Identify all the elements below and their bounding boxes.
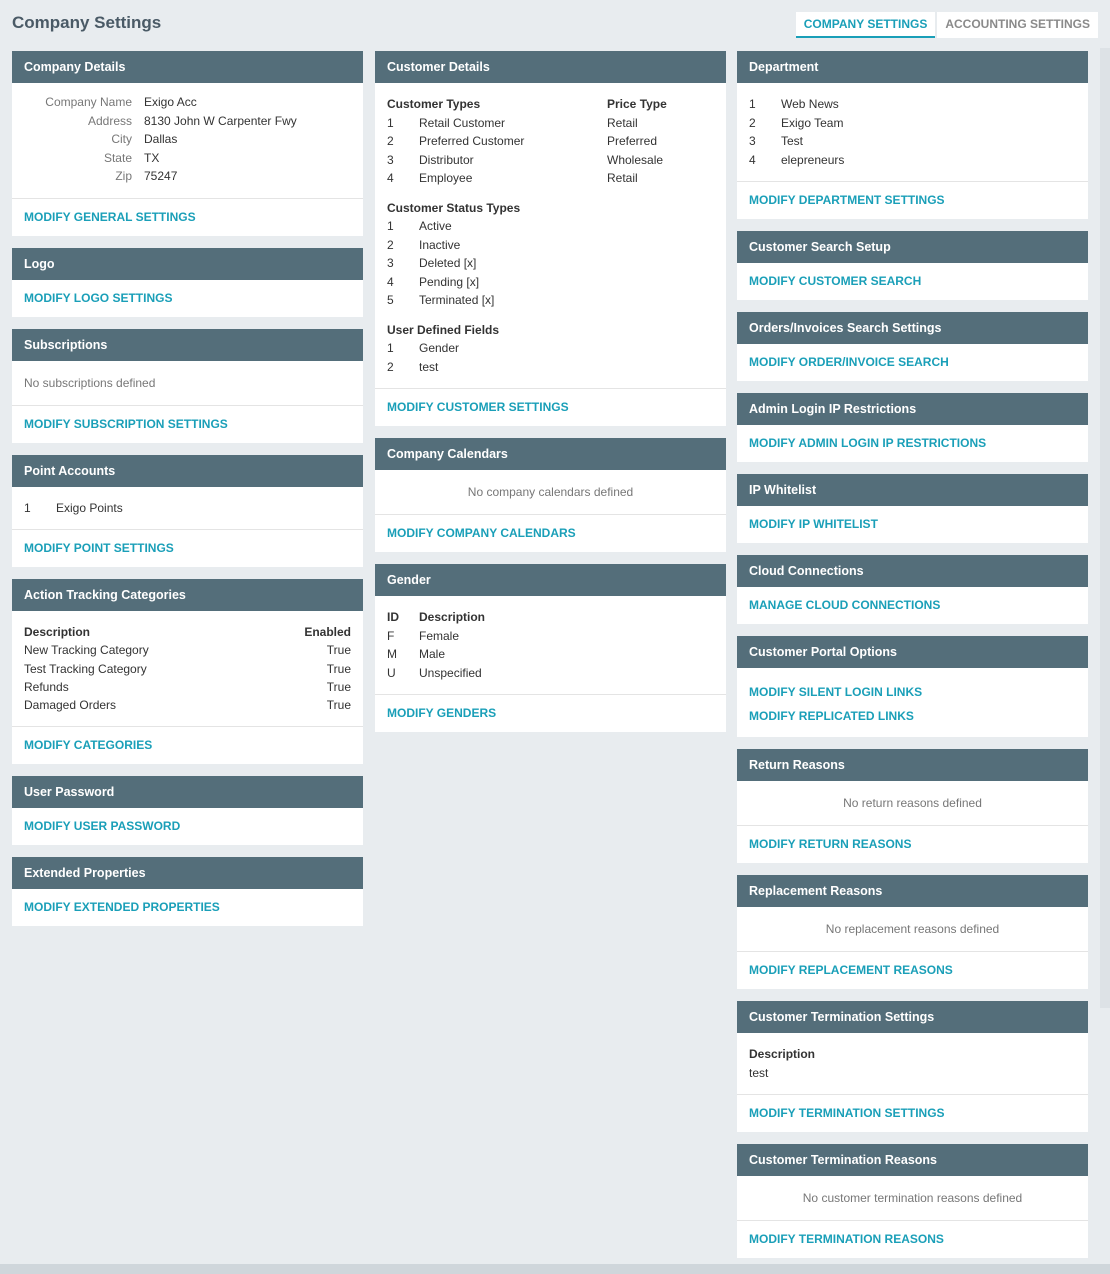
panel-footer bbox=[737, 587, 1088, 624]
list-item bbox=[387, 169, 607, 188]
panel-footer bbox=[737, 344, 1088, 381]
item-number: 5 bbox=[387, 293, 394, 307]
replacement-reasons-body bbox=[737, 907, 1088, 952]
page-title: Company Settings bbox=[12, 13, 162, 32]
row-enabled: True bbox=[326, 661, 351, 676]
modify-silent-login-links-link[interactable]: MODIFY SILENT LOGIN LINKS bbox=[749, 685, 923, 699]
item-number: 4 bbox=[749, 152, 756, 167]
item-number: 2 bbox=[387, 237, 394, 252]
field-company-name bbox=[24, 93, 351, 112]
list-item bbox=[24, 499, 351, 518]
empty-message: No replacement reasons defined bbox=[825, 922, 1000, 936]
field-label: Zip bbox=[115, 169, 132, 183]
modify-return-reasons-link[interactable]: MODIFY RETURN REASONS bbox=[749, 837, 912, 851]
panel-title: Customer Search Setup bbox=[737, 231, 1088, 263]
panel-title: Subscriptions bbox=[12, 329, 363, 361]
item-name: Active bbox=[419, 219, 452, 233]
panel-title: Orders/Invoices Search Settings bbox=[737, 312, 1088, 344]
modify-admin-ip-restrictions-link[interactable]: MODIFY ADMIN LOGIN IP RESTRICTIONS bbox=[749, 436, 987, 450]
customer-types-section bbox=[387, 95, 714, 188]
modify-genders-link[interactable]: MODIFY GENDERS bbox=[387, 706, 497, 720]
admin-ip-panel bbox=[737, 393, 1088, 462]
panel-title: IP Whitelist bbox=[737, 474, 1088, 506]
gender-panel bbox=[375, 564, 726, 732]
list-item bbox=[387, 273, 714, 292]
row-enabled: True bbox=[326, 643, 351, 658]
column-left bbox=[12, 51, 363, 938]
table-row bbox=[387, 645, 714, 664]
item-name: test bbox=[419, 359, 439, 374]
item-name: Web News bbox=[781, 97, 839, 111]
field-label: Address bbox=[87, 113, 132, 128]
panel-footer bbox=[12, 727, 363, 764]
panel-title: Admin Login IP Restrictions bbox=[737, 393, 1088, 425]
panel-footer bbox=[12, 199, 363, 236]
manage-cloud-connections-link[interactable]: MANAGE CLOUD CONNECTIONS bbox=[749, 598, 941, 612]
row-description: Test Tracking Category bbox=[24, 661, 147, 676]
item-number: 4 bbox=[387, 274, 394, 289]
termination-settings-panel bbox=[737, 1001, 1088, 1132]
field-city bbox=[24, 130, 351, 149]
item-name: Test bbox=[781, 134, 804, 148]
panel-title: Customer Portal Options bbox=[737, 636, 1088, 668]
ip-whitelist-panel bbox=[737, 474, 1088, 543]
replacement-reasons-panel bbox=[737, 875, 1088, 989]
modify-extended-properties-link[interactable]: MODIFY EXTENDED PROPERTIES bbox=[24, 900, 220, 915]
field-label: State bbox=[103, 150, 132, 165]
modify-subscription-settings-link[interactable]: MODIFY SUBSCRIPTION SETTINGS bbox=[24, 416, 228, 431]
modify-general-settings-link[interactable]: MODIFY GENERAL SETTINGS bbox=[24, 209, 196, 224]
modify-user-password-link[interactable]: MODIFY USER PASSWORD bbox=[24, 819, 181, 834]
panel-title: Department bbox=[737, 51, 1088, 83]
item-number: 1 bbox=[387, 341, 394, 355]
item-number: 1 bbox=[749, 97, 756, 111]
item-number: 1 bbox=[387, 115, 394, 130]
field-value: Exigo Acc bbox=[144, 95, 197, 109]
panel-title: Customer Details bbox=[375, 51, 726, 83]
logo-panel bbox=[12, 248, 363, 317]
panel-footer bbox=[737, 1221, 1088, 1258]
item-number: 2 bbox=[749, 115, 756, 130]
subscriptions-panel bbox=[12, 329, 363, 443]
point-accounts-panel bbox=[12, 455, 363, 568]
modify-customer-settings-link[interactable]: MODIFY CUSTOMER SETTINGS bbox=[387, 400, 569, 414]
modify-customer-search-link[interactable]: MODIFY CUSTOMER SEARCH bbox=[749, 274, 922, 288]
item-name: Pending [x] bbox=[419, 274, 480, 289]
field-address bbox=[24, 112, 351, 131]
field-value: Dallas bbox=[144, 132, 178, 146]
column-header-description: Description bbox=[24, 625, 91, 639]
list-item bbox=[749, 151, 1076, 170]
modify-logo-settings-link[interactable]: MODIFY LOGO SETTINGS bbox=[24, 290, 173, 305]
customer-types-list bbox=[387, 95, 607, 188]
panel-footer bbox=[737, 668, 1088, 737]
panel-footer bbox=[737, 826, 1088, 863]
company-details-body bbox=[12, 83, 363, 199]
list-item bbox=[387, 339, 714, 358]
modify-categories-link[interactable]: MODIFY CATEGORIES bbox=[24, 738, 153, 753]
row-description: Damaged Orders bbox=[24, 698, 117, 713]
modify-point-settings-link[interactable]: MODIFY POINT SETTINGS bbox=[24, 541, 174, 555]
orders-search-panel bbox=[737, 312, 1088, 381]
panel-footer bbox=[12, 889, 363, 926]
empty-message: No subscriptions defined bbox=[24, 375, 156, 390]
panel-title: Customer Termination Settings bbox=[737, 1001, 1088, 1033]
status-types-section bbox=[387, 199, 714, 310]
panel-title: Customer Termination Reasons bbox=[737, 1144, 1088, 1176]
modify-replicated-links-link[interactable]: MODIFY REPLICATED LINKS bbox=[749, 709, 914, 723]
department-panel bbox=[737, 51, 1088, 219]
modify-ip-whitelist-link[interactable]: MODIFY IP WHITELIST bbox=[749, 517, 878, 531]
column-right bbox=[737, 51, 1088, 1270]
item-name: Inactive bbox=[419, 237, 461, 252]
panel-title: Point Accounts bbox=[12, 455, 363, 487]
panel-footer bbox=[375, 515, 726, 552]
modify-termination-reasons-link[interactable]: MODIFY TERMINATION REASONS bbox=[749, 1232, 944, 1246]
list-item bbox=[749, 114, 1076, 133]
item-name: Exigo Team bbox=[781, 115, 844, 130]
field-label: City bbox=[111, 132, 132, 146]
list-item bbox=[387, 254, 714, 273]
column-middle bbox=[375, 51, 726, 744]
action-tracking-body bbox=[12, 611, 363, 727]
termination-description-heading: Description bbox=[749, 1047, 816, 1061]
list-item bbox=[387, 132, 607, 151]
list-item bbox=[387, 358, 714, 377]
modify-termination-settings-link[interactable]: MODIFY TERMINATION SETTINGS bbox=[749, 1106, 945, 1120]
department-body bbox=[737, 83, 1088, 182]
horizontal-scrollbar[interactable] bbox=[0, 1264, 1110, 1274]
panel-title: User Password bbox=[12, 776, 363, 808]
extended-properties-panel bbox=[12, 857, 363, 926]
list-item: Wholesale bbox=[607, 152, 664, 167]
row-enabled: True bbox=[326, 679, 351, 694]
item-number: 3 bbox=[387, 152, 394, 167]
subscriptions-body bbox=[12, 361, 363, 406]
item-number: 2 bbox=[387, 359, 394, 374]
list-item: Retail bbox=[607, 171, 638, 185]
panel-title: Logo bbox=[12, 248, 363, 280]
item-number: 1 bbox=[387, 219, 394, 233]
list-item bbox=[387, 291, 714, 310]
item-number: 4 bbox=[387, 171, 394, 185]
tab-company-settings[interactable]: COMPANY SETTINGS bbox=[796, 12, 936, 38]
customer-details-panel bbox=[375, 51, 726, 426]
field-value: TX bbox=[144, 150, 160, 165]
item-name: Terminated [x] bbox=[419, 293, 495, 307]
panel-footer bbox=[737, 952, 1088, 989]
item-number: 1 bbox=[24, 500, 31, 515]
column-header-enabled: Enabled bbox=[304, 625, 351, 639]
udf-section bbox=[387, 321, 714, 377]
panel-footer bbox=[12, 530, 363, 567]
termination-description-value: test bbox=[749, 1065, 769, 1080]
table-row bbox=[24, 696, 351, 714]
row-description: Female bbox=[419, 628, 460, 643]
panel-footer bbox=[737, 1095, 1088, 1132]
company-calendars-panel bbox=[375, 438, 726, 552]
table-header bbox=[24, 623, 351, 641]
panel-footer bbox=[737, 182, 1088, 219]
page-header bbox=[0, 0, 1110, 44]
status-types-heading: Customer Status Types bbox=[387, 200, 521, 215]
table-row bbox=[24, 678, 351, 696]
list-item: Retail bbox=[607, 115, 638, 130]
column-header-id: ID bbox=[387, 610, 399, 624]
row-description: New Tracking Category bbox=[24, 643, 149, 658]
panel-title: Cloud Connections bbox=[737, 555, 1088, 587]
termination-reasons-panel bbox=[737, 1144, 1088, 1258]
empty-message: No company calendars defined bbox=[467, 485, 634, 499]
item-name: Gender bbox=[419, 341, 460, 355]
panel-title: Replacement Reasons bbox=[737, 875, 1088, 907]
settings-tabs bbox=[796, 12, 1098, 38]
panel-footer bbox=[12, 280, 363, 317]
modify-replacement-reasons-link[interactable]: MODIFY REPLACEMENT REASONS bbox=[749, 963, 953, 977]
point-accounts-body bbox=[12, 487, 363, 531]
return-reasons-body bbox=[737, 781, 1088, 826]
gender-body bbox=[375, 596, 726, 695]
panel-title: Return Reasons bbox=[737, 749, 1088, 781]
table-row bbox=[24, 660, 351, 678]
row-id: U bbox=[387, 665, 396, 680]
return-reasons-panel bbox=[737, 749, 1088, 863]
table-header bbox=[387, 608, 714, 627]
customer-types-heading: Customer Types bbox=[387, 97, 481, 111]
customer-details-body bbox=[375, 83, 726, 389]
list-item bbox=[387, 217, 714, 236]
list-item bbox=[387, 151, 607, 170]
list-item bbox=[749, 95, 1076, 114]
udf-heading: User Defined Fields bbox=[387, 322, 500, 337]
item-name: Deleted [x] bbox=[419, 256, 477, 270]
company-calendars-body bbox=[375, 470, 726, 515]
modify-company-calendars-link[interactable]: MODIFY COMPANY CALENDARS bbox=[387, 526, 576, 540]
action-tracking-panel bbox=[12, 579, 363, 764]
field-state bbox=[24, 149, 351, 168]
panel-footer bbox=[737, 425, 1088, 462]
field-label: Company Name bbox=[45, 95, 132, 109]
list-item bbox=[387, 114, 607, 133]
item-number: 3 bbox=[387, 256, 394, 270]
panel-footer bbox=[737, 506, 1088, 543]
panel-footer bbox=[375, 389, 726, 426]
user-password-panel bbox=[12, 776, 363, 845]
panel-footer bbox=[375, 695, 726, 732]
panel-footer bbox=[12, 406, 363, 443]
row-id: F bbox=[387, 628, 395, 643]
item-name: Distributor bbox=[419, 152, 474, 167]
item-name: Employee bbox=[419, 171, 473, 185]
item-name: elepreneurs bbox=[781, 152, 845, 167]
portal-options-panel bbox=[737, 636, 1088, 737]
termination-reasons-body bbox=[737, 1176, 1088, 1221]
price-type-heading: Price Type bbox=[607, 97, 667, 111]
row-enabled: True bbox=[326, 698, 351, 713]
panel-title: Action Tracking Categories bbox=[12, 579, 363, 611]
panel-footer bbox=[737, 263, 1088, 300]
column-header-description: Description bbox=[419, 610, 486, 624]
panel-title: Extended Properties bbox=[12, 857, 363, 889]
panel-title: Company Calendars bbox=[375, 438, 726, 470]
price-type-list bbox=[607, 95, 714, 188]
list-item bbox=[749, 132, 1076, 151]
empty-message: No customer termination reasons defined bbox=[802, 1191, 1023, 1205]
item-number: 3 bbox=[749, 134, 756, 148]
field-zip bbox=[24, 167, 351, 186]
panel-title: Company Details bbox=[12, 51, 363, 83]
modify-department-settings-link[interactable]: MODIFY DEPARTMENT SETTINGS bbox=[749, 193, 945, 207]
panel-title: Gender bbox=[375, 564, 726, 596]
list-item: Preferred bbox=[607, 134, 658, 148]
vertical-scrollbar[interactable] bbox=[1100, 48, 1110, 1008]
customer-search-panel bbox=[737, 231, 1088, 300]
cloud-connections-panel bbox=[737, 555, 1088, 624]
company-details-panel bbox=[12, 51, 363, 236]
item-name: Exigo Points bbox=[56, 500, 123, 515]
list-item bbox=[387, 236, 714, 255]
row-id: M bbox=[387, 647, 397, 661]
row-description: Refunds bbox=[24, 679, 69, 694]
item-name: Retail Customer bbox=[419, 115, 506, 130]
row-description: Male bbox=[419, 647, 446, 661]
item-name: Preferred Customer bbox=[419, 134, 525, 148]
table-row bbox=[387, 627, 714, 646]
empty-message: No return reasons defined bbox=[843, 796, 982, 810]
modify-order-invoice-search-link[interactable]: MODIFY ORDER/INVOICE SEARCH bbox=[749, 355, 949, 369]
panel-footer bbox=[12, 808, 363, 845]
row-description: Unspecified bbox=[419, 665, 482, 680]
item-number: 2 bbox=[387, 134, 394, 148]
field-value: 8130 John W Carpenter Fwy bbox=[144, 113, 297, 128]
table-row bbox=[387, 664, 714, 683]
tab-accounting-settings[interactable]: ACCOUNTING SETTINGS bbox=[937, 12, 1098, 38]
table-row bbox=[24, 641, 351, 659]
termination-settings-body bbox=[737, 1033, 1088, 1095]
field-value: 75247 bbox=[144, 169, 178, 183]
